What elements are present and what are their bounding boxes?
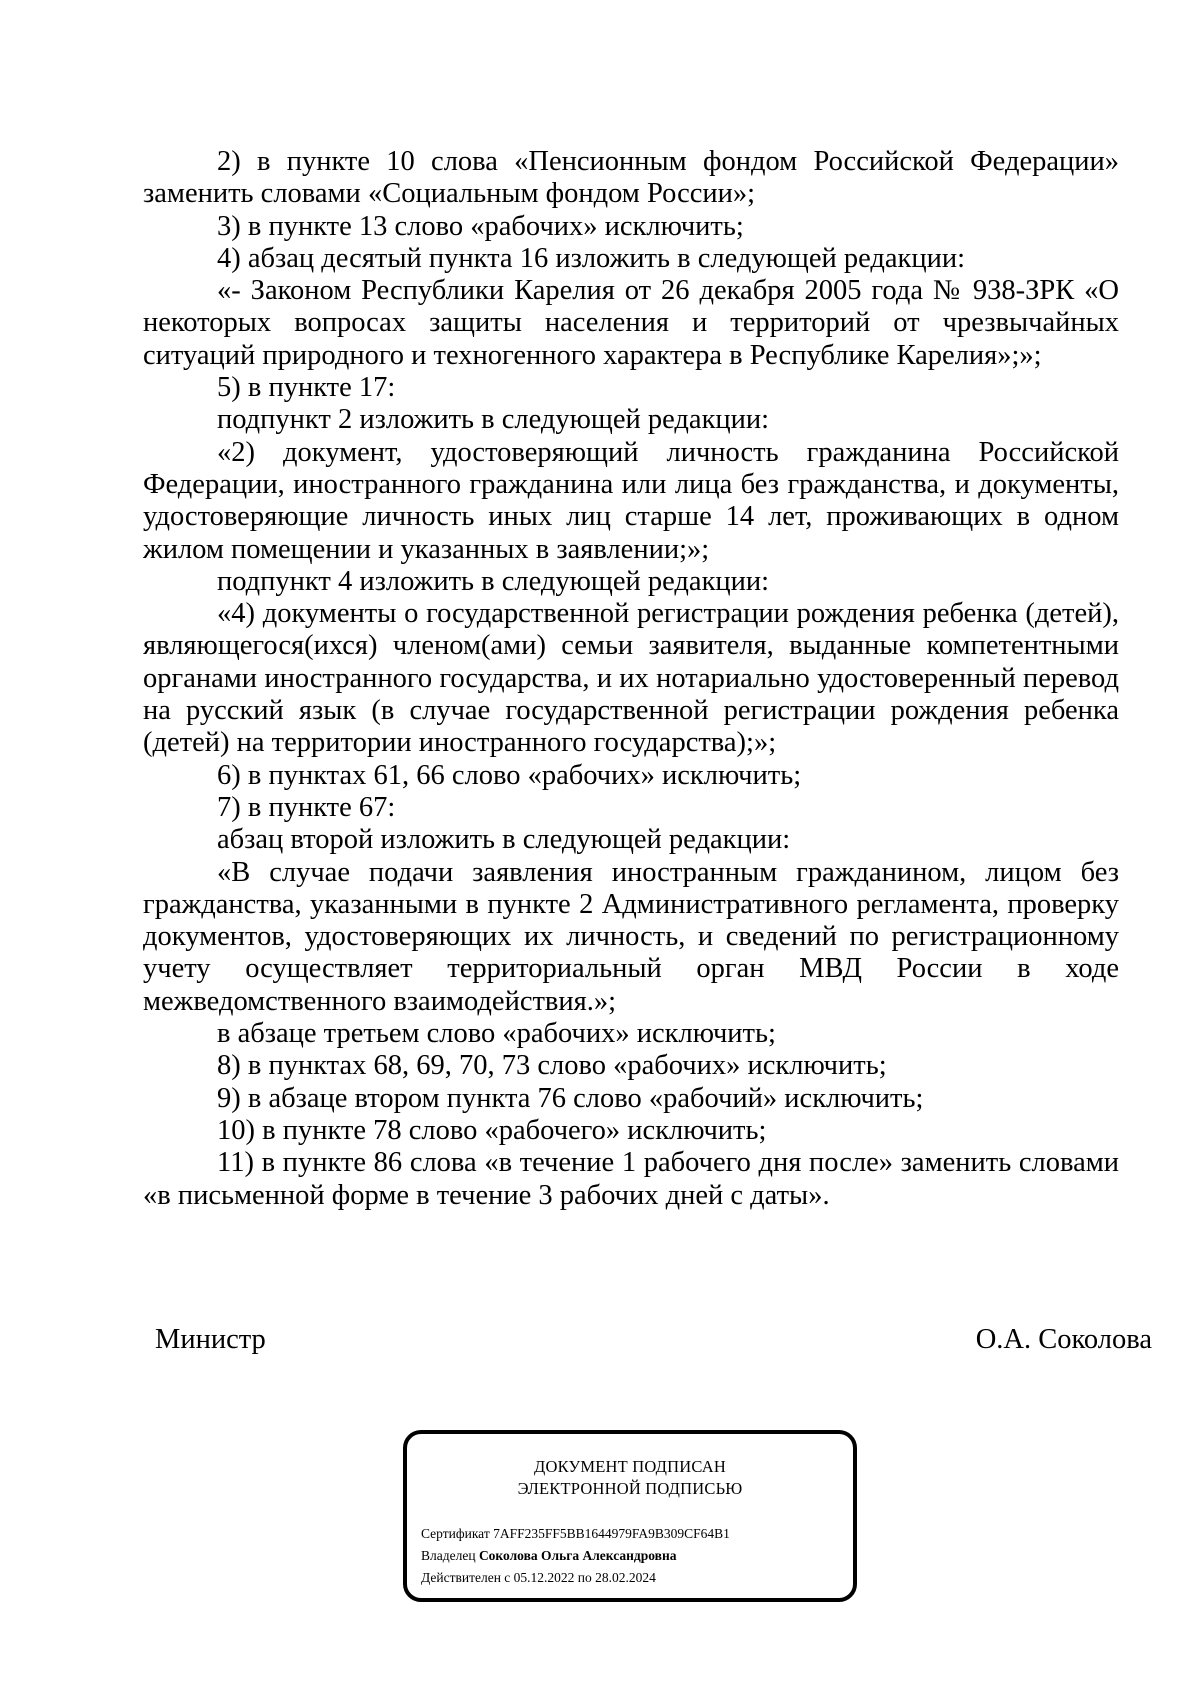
paragraph-7-abz3: в абзаце третьем слово «рабочих» исключить; — [217, 1018, 776, 1050]
paragraph-2: 2) в пункте 10 слова «Пенсионным фондом Российской Федерации» заменить словами «Социальным фондом России»; — [143, 146, 1119, 210]
paragraph-5-sub4-intro: подпункт 4 изложить в следующей редакции: — [217, 565, 770, 597]
stamp-title-line2: ЭЛЕКТРОННОЙ ПОДПИСЬЮ — [517, 1479, 743, 1498]
stamp-validity — [421, 1569, 656, 1587]
paragraph-5-sub2-quote: «2) документ, удостоверяющий личность гражданина Российской Федерации, иностранного гражданина или лица без гражданства, и документы, удостоверяющие личность иных лиц старше 14 лет, проживающих в одном жилом помещении и указанных в заявлении;»; — [143, 436, 1119, 565]
paragraph-4-quote: «- Законом Республики Карелия от 26 декабря 2005 года № 938-ЗРК «О некоторых вопросах защиты населения и территорий от чрезвычайных ситуаций природного и техногенного характера в Республике Карелия»;»; — [143, 275, 1119, 371]
paragraph-5-sub4-quote: «4) документы о государственной регистрации рождения ребенка (детей), являющегося(ихся) членом(ами) семьи заявителя, выданные компетентными органами иностранного государства, и их нотариально удостоверенный перевод на русский язык (в случае государственной регистрации рождения ребенка (детей) на территории иностранного государства);»; — [143, 598, 1119, 759]
owner-label: Владелец — [421, 1548, 476, 1563]
paragraph-6: 6) в пунктах 61, 66 слово «рабочих» исключить; — [217, 759, 802, 791]
signer-name: О.А. Соколова — [975, 1324, 1152, 1355]
valid-to-label: по — [577, 1570, 592, 1585]
paragraph-9: 9) в абзаце втором пункта 76 слово «рабочий» исключить; — [217, 1082, 924, 1114]
paragraph-8: 8) в пунктах 68, 69, 70, 73 слово «рабочих» исключить; — [217, 1050, 887, 1082]
document-body — [143, 146, 1119, 1212]
paragraph-11: 11) в пункте 86 слова «в течение 1 рабочего дня после» заменить словами «в письменной форме в течение 3 рабочих дней с даты». — [143, 1147, 1119, 1211]
paragraph-3: 3) в пункте 13 слово «рабочих» исключить; — [217, 210, 744, 242]
signer-position: Министр — [155, 1324, 266, 1355]
paragraph-7-abz2-quote: «В случае подачи заявления иностранным гражданином, лицом без гражданства, указанными в пункте 2 Административного регламента, проверку документов, удостоверяющих их личность, и сведений по регистрационному учету осуществляет территориальный орган МВД России в ходе межведомственного взаимодействия.»; — [143, 856, 1119, 1017]
stamp-certificate — [421, 1525, 730, 1543]
paragraph-7: 7) в пункте 67: — [217, 791, 396, 823]
valid-to: 28.02.2024 — [595, 1570, 656, 1585]
owner-value: Соколова Ольга Александровна — [478, 1548, 677, 1563]
certificate-value: 7AFF235FF5BB1644979FA9B309CF64B1 — [493, 1526, 730, 1541]
paragraph-7-abz2-intro: абзац второй изложить в следующей редакции: — [217, 824, 791, 856]
stamp-title-line1: ДОКУМЕНТ ПОДПИСАН — [534, 1457, 726, 1476]
valid-label: Действителен с — [421, 1570, 511, 1585]
paragraph-5-sub2-intro: подпункт 2 изложить в следующей редакции: — [217, 404, 770, 436]
electronic-signature-stamp — [403, 1430, 857, 1602]
paragraph-10: 10) в пункте 78 слово «рабочего» исключить; — [217, 1114, 767, 1146]
certificate-label: Сертификат — [421, 1526, 490, 1541]
valid-from: 05.12.2022 — [513, 1570, 575, 1585]
stamp-owner — [421, 1547, 677, 1565]
paragraph-5: 5) в пункте 17: — [217, 372, 396, 404]
paragraph-4: 4) абзац десятый пункта 16 изложить в следующей редакции: — [217, 242, 966, 274]
